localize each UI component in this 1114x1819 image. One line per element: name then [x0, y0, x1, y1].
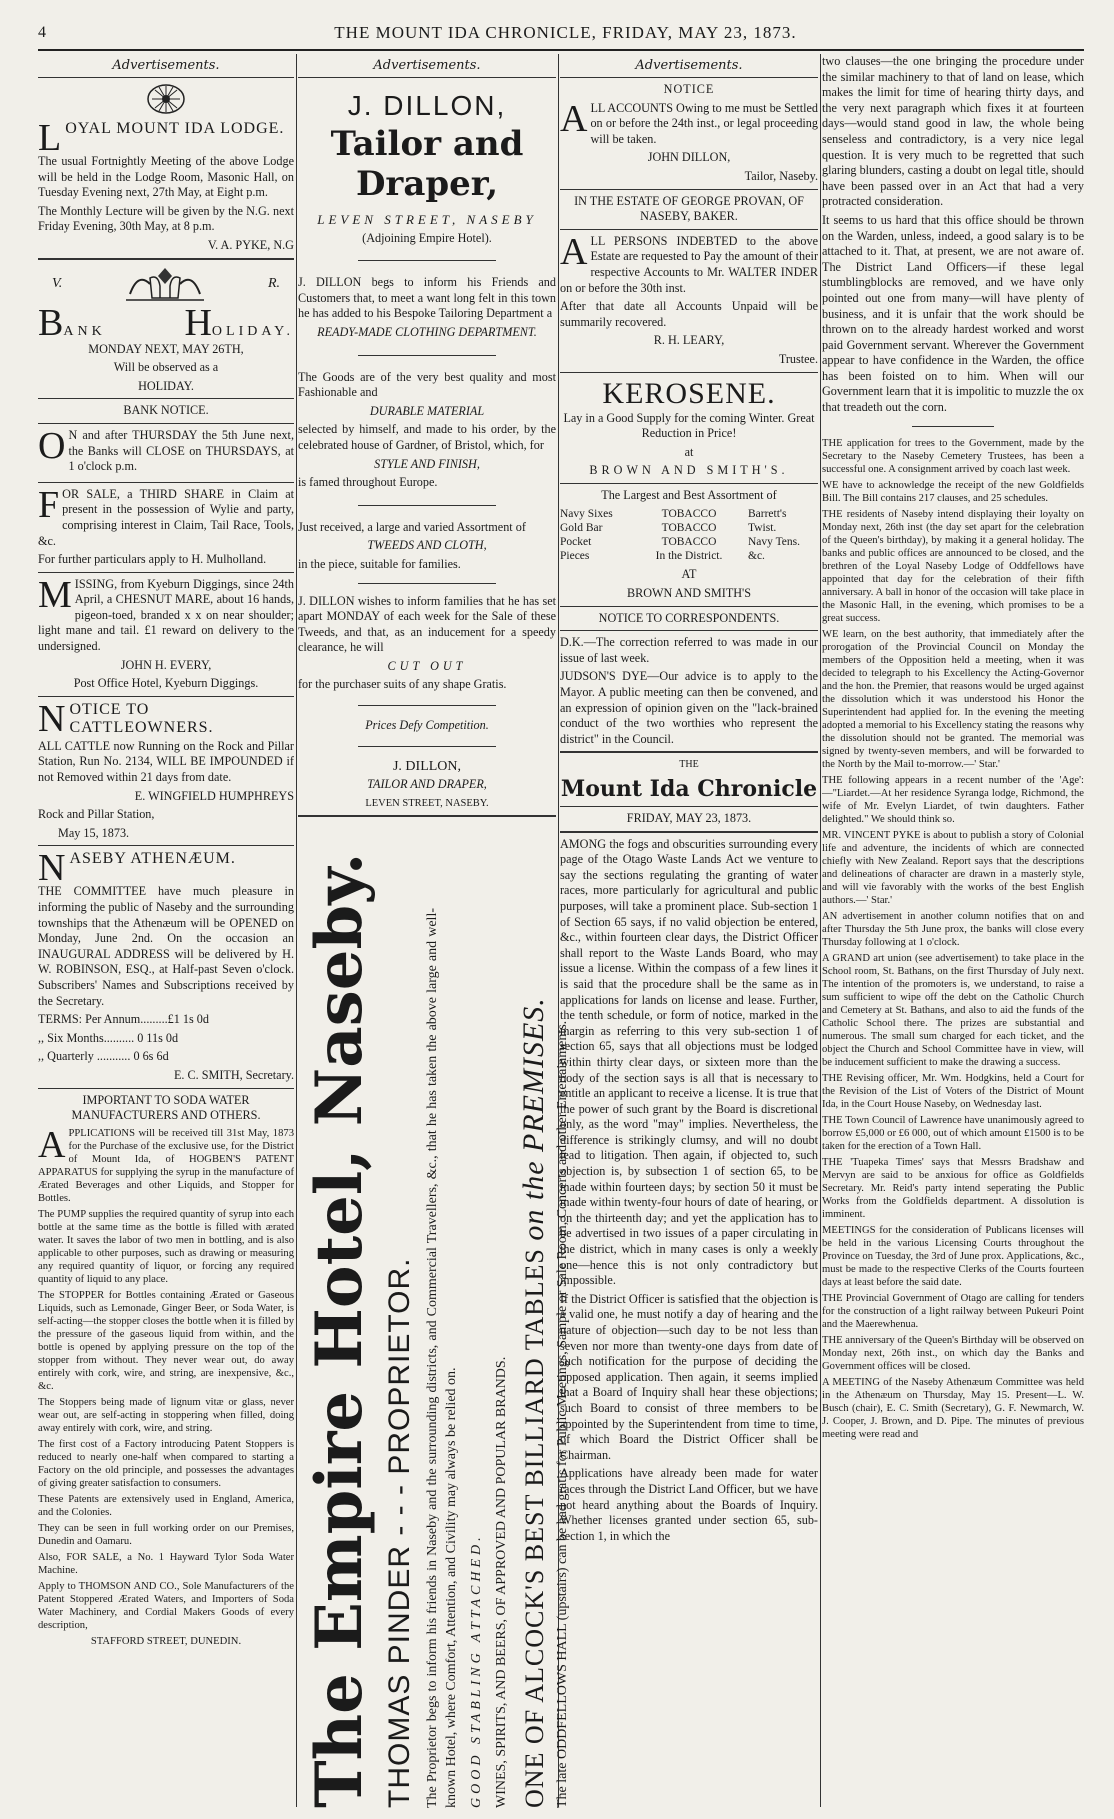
- correspondents-text: JUDSON'S DYE—Our advice is to apply to the Mayor. A public meeting can then be convened, and an expression of opinion given on the "lack-brained conduct of the two worthies who represent the district" in the Council.: [560, 669, 818, 746]
- news-item: THE Provincial Government of Otago are calling for tenders for the construction of a light railway between Pukeuri Point and the Maerewhenua.: [822, 1292, 1084, 1330]
- paper-the: THE: [679, 759, 699, 771]
- unpaid-text: After that date all Accounts Unpaid will be summarily recovered.: [560, 299, 818, 329]
- empire-proprietor: THOMAS PINDER - - - PROPRIETOR.: [383, 1257, 416, 1808]
- empire-hotel-ad: [298, 852, 570, 1814]
- dillon-text: Just received, a large and varied Assortment of: [298, 519, 526, 534]
- news-item: MEETINGS for the consideration of Publicans licenses will be held in the various Licensing Courts throughout the Province on Tuesday, the 3rd of June prox. Applications, &c., must be made to the respective Clerks of the Courts fourteen days at least before the said date.: [822, 1224, 1084, 1288]
- divider: [38, 77, 294, 78]
- accounts-text: ALL ACCOUNTS Owing to me must be Settled on or before the 24th inst., or legal proceeding will be taken.: [560, 97, 818, 146]
- cattle-date: May 15, 1873.: [58, 825, 130, 840]
- tobacco-intro: The Largest and Best Assortment of: [601, 487, 777, 502]
- holiday-observed: Will be observed as a: [113, 360, 219, 375]
- divider: [38, 398, 294, 399]
- news-item: A MEETING of the Naseby Athenæum Committee was held in the Athenæum on Thursday, May 15. Present—L. W. Busch (chair), E. C. Smith (Secretary), G. F. Newmarch, W. J. Cooper, J. Brown, and D. Pipe. The minutes of previous meeting were read and: [822, 1376, 1084, 1440]
- dillon-cutout: CUT OUT: [387, 658, 467, 673]
- column-1: [38, 54, 294, 1807]
- column-rule: [820, 54, 821, 1807]
- divider: [38, 696, 294, 697]
- royal-arms-icon: [120, 264, 210, 304]
- leader-text: Applications have already been made for water races through the District Land Officer, but we have not heard anything about the Boards of Inquiry. Whether licenses granted under section 65, sub-section 1, in which the: [560, 1466, 818, 1543]
- trustee-role: Trustee.: [778, 351, 818, 366]
- section-header: Advertisements.: [635, 58, 743, 73]
- missing-text: MISSING, from Kyeburn Diggings, since 24th April, a CHESNUT MARE, about 16 hands, pigeon-toed, branded x x on near shoulder; light mane and tail. £1 reward on delivery to the undersigned.: [38, 573, 294, 654]
- lodge-text: The Monthly Lecture will be given by the N.G. next Friday Evening, 30th May, at 8 p.m.: [38, 203, 294, 234]
- dillon-tweeds: TWEEDS AND CLOTH,: [367, 538, 487, 553]
- dillon-style: STYLE AND FINISH,: [374, 456, 480, 471]
- column-4: [822, 54, 1084, 1807]
- missing-signature: JOHN H. EVERY,: [120, 657, 212, 672]
- dillon-text: J. DILLON begs to inform his Friends and Customers that, to meet a want long felt in this town he has added to his Bespoke Tailoring Department a: [298, 275, 556, 321]
- athenaeum-signature: E. C. SMITH, Secretary.: [173, 1067, 294, 1082]
- news-item: AN advertisement in another column notifies that on and after Thursday the 5th June prox, the banks will close every Thursday following at 1 o'clock.: [822, 910, 1084, 948]
- empire-billiard: ONE OF ALCOCK'S BEST BILLIARD TABLES on the PREMISES.: [517, 997, 550, 1808]
- cattle-title: N OTICE TO CATTLEOWNERS.: [38, 697, 214, 740]
- divider: [560, 630, 818, 631]
- correspondents-text: D.K.—The correction referred to was made in our issue of last week.: [560, 635, 818, 665]
- divider: [358, 355, 496, 356]
- divider: [560, 606, 818, 607]
- bank-notice-title: BANK NOTICE.: [123, 403, 209, 418]
- divider: [560, 831, 818, 833]
- dillon-text: for the purchaser suits of any shape Gratis.: [298, 677, 507, 692]
- athenaeum-terms: ,, Six Months.......... 0 11s 0d: [38, 1030, 179, 1045]
- divider: [298, 815, 556, 817]
- empire-stabling: GOOD STABLING ATTACHED.: [469, 1533, 484, 1808]
- tobacco-at: AT: [681, 567, 697, 582]
- divider: [912, 426, 994, 427]
- dillon-prices: Prices Defy Competition.: [365, 718, 489, 733]
- correspondents-title: NOTICE TO CORRESPONDENTS.: [598, 610, 780, 625]
- divider: [38, 1088, 294, 1089]
- for-sale-further: For further particulars apply to H. Mulholland.: [38, 552, 267, 567]
- divider: [560, 806, 818, 807]
- lodge-signature: V. A. PYKE, N.G: [207, 237, 294, 252]
- divider: [38, 845, 294, 846]
- bank-notice-text: O N and after THURSDAY the 5th June next, the Banks will CLOSE on THURSDAYS, at 1 o'clock p.m.: [38, 424, 294, 474]
- divider: [358, 505, 496, 506]
- masthead-rule: [38, 49, 1084, 51]
- athenaeum-terms: TERMS: Per Annum.........£1 1s 0d: [38, 1012, 209, 1027]
- divider: [358, 260, 496, 261]
- lodge-emblem-icon: [136, 82, 196, 116]
- empire-wines: WINES, SPIRITS, AND BEERS, OF APPROVED AND POPULAR BRANDS.: [494, 1356, 509, 1808]
- for-sale-text: FOR SALE, a THIRD SHARE in Claim at present in the possession of Wylie and party, comprising interest in Claim, Tail Race, Tools, &c.: [38, 483, 294, 548]
- divider: [38, 258, 294, 260]
- divider: [38, 572, 294, 573]
- lodge-title: L OYAL MOUNT IDA LODGE.: [38, 117, 285, 159]
- dillon-rmc: READY-MADE CLOTHING DEPARTMENT.: [317, 324, 537, 339]
- leader-text: two clauses—the one bringing the procedure under the similar machinery to that of land on lease, which makes the limit for time of hearing thirty days, and the very next paragraph which fixes it at fourteen days—would stand good in law, the whole being senseless and contradictory, is a very nice legal question. It is very much to be regretted that such glaring blunders, casting a doubt on legal title, should have been passed over in an Act that had a very protracted consideration.: [822, 54, 1084, 209]
- column-2: [298, 54, 570, 1808]
- column-rule: [296, 54, 297, 1807]
- divider: [560, 372, 818, 373]
- section-header: Advertisements.: [373, 58, 481, 73]
- dillon-text: is famed throughout Europe.: [298, 475, 438, 490]
- news-item: THE 'Tuapeka Times' says that Messrs Bradshaw and Mervyn are said to be anxious for office as Goldfields Secretary. Mr. Reid's party intend seperating the Public Works from the Goldfields department. A dissolution is imminent.: [822, 1156, 1084, 1220]
- kerosene-title: KEROSENE.: [602, 376, 776, 410]
- empire-oddfellows: The late ODDFELLOWS HALL (upstairs) can be had gratis for Public Meetings, Sample or Sale Room, Concerts and other Entertainments.: [555, 1020, 570, 1808]
- dillon-text: J. DILLON wishes to inform families that he has set apart MONDAY of each week for the Sale of these Tweeds, and that, as an inducement for a speedy clearance, he will: [298, 593, 556, 655]
- holiday-date: MONDAY NEXT, MAY 26TH,: [88, 341, 244, 356]
- dillon-name: J. DILLON,: [347, 90, 507, 121]
- soda-ad: APPLICATIONS will be received till 31st May, 1873 for the Purchase of the exclusive use, for the District of Mount Ida, of HOGBEN'S PATENT APPARATUS for supplying the syrup in the manufacture of Ærated Beverages and other Liquids, and Stopper for Bottles. The PUMP supplies the required quantity of syrup into each bottle at the same time as the bottle is filled with ærated water. It saves the labor of two men in bottling, and is also applicable to other purposes, such as drawing or measuring any required quantity of liquor, or forcing any required quantity of liquid to any place. The STOPPER for Bottles containing Ærated or Gaseous Liquids, such as Lemonade, Ginger Beer, or Soda Water, is self-acting—the stopper closes the bottle when it is filled by the pressure of the gaseous liquid from within, and the bottle is opened by applying pressure on the top of the stopper from without. They never wear out, do away entirely with cork, wire, and string, are inexpensive, &c., &c. The Stoppers being made of lignum vitæ or glass, never wear out, are self-acting in stoppering when filled, doing away entirely with cork, wire, and string. The first cost of a Factory introducing Patent Stoppers is reduced to nearly one-half when compared to starting a Factory on the old principle, and possesses the advantages of giving greater satisfaction to consumers. These Patents are extensively used in England, America, and the Colonies. They can be seen in full working order on our Premises, Dunedin and Oamaru. Also, FOR SALE, a No. 1 Hayward Tylor Soda Water Machine. Apply to THOMSON AND CO., Sole Manufacturers of the Patent Stoppered Ærated Waters, and Importers of Soda Water Machinery, and Cordial Makers Goods of every description, STAFFORD STREET, DUNEDIN.: [38, 1123, 294, 1647]
- dillon-street: LEVEN STREET, NASEBY: [317, 212, 537, 227]
- news-item: THE following appears in a recent number of the 'Age':—"Liardet.—At her residence Syranga lodge, Richmond, the wife of Mr. Evelyn Liardet, of twin daughters. Father delighted." We should think so.: [822, 774, 1084, 825]
- dillon-durable: DURABLE MATERIAL: [369, 403, 485, 418]
- column-3: [560, 54, 818, 1807]
- news-item: WE learn, on the best authority, that immediately after the prorogation of the Provincial Council on Monday the members of the Opposition held a meeting, when it was decided to telegraph to his Excellency the Acting-Governor and the hon. the Premier, that reasons would be urged against the dissolution which it was understood his Honor the Superintendent had applied for. In the evening the meeting adopted a memorial to his Excellency stating the reasons why the dissolution should not be granted. The memorial was signed by twenty-seven members, and will be forwarded to the North by the Mail to-morrow.—' Star.': [822, 628, 1084, 770]
- leader-text: If the District Officer is satisfied that the objection is a valid one, he must notify a day of hearing and the nature of objection—such day to be not less than seven nor more than twenty-one days from date of such notification for the purpose of deciding the opposed application. Then again, it seems implied that a Board of Inquiry shall hear these objections; such Board to consist of three members to be appointed by the Superintendent from time to time, of which Board the District Officer shall be Chairman.: [560, 1291, 818, 1462]
- dillon-trade-2: TAILOR AND DRAPER,: [367, 777, 487, 792]
- athenaeum-terms: ,, Quarterly ........... 0 6s 6d: [38, 1049, 169, 1064]
- notice-title: NOTICE: [663, 82, 715, 96]
- royal-arms-row: V. R.: [38, 264, 294, 304]
- news-item: A GRAND art union (see advertisement) to take place in the School room, St. Bathans, on the first Thursday of July next. The intention of the promoters is, we understand, to raise a sum sufficient to wipe off the debt on the Catholic Church and Cemetery at St. Bathans, and also to aid the funds of the Catholic School there. The prizes are substantial and numerous. The small sum charged for each ticket, and the object the Church and School Committee have in view, will be inducement sufficient to make the drawing a success.: [822, 952, 1084, 1068]
- leary-signature: R. H. LEARY,: [653, 333, 725, 348]
- cattle-place: Rock and Pillar Station,: [38, 807, 155, 822]
- kerosene-at: at: [684, 444, 694, 459]
- cattle-signature: E. WINGFIELD HUMPHREYS: [134, 788, 294, 803]
- kerosene-text: Lay in a Good Supply for the coming Winter. Great Reduction in Price!: [563, 410, 815, 441]
- leader-text: It seems to us hard that this office should be thrown on the Warden, unless, indeed, a good salary is to be attached to it. That, at present, we are not aware of. The District Land Officers—if these legal stumblingblocks are removed, and we have only pointed out one from many—will have plenty of business, and it is unfair that the work should be thrown on to the already hardest worked and worst paid Government servant. Wherever the Government appear to have confidence in the Warden, the office has been foisted on to him. When will our Government learn that it is impolitic to muzzle the ox that treadeth out the corn.: [822, 212, 1084, 415]
- masthead-title: THE MOUNT IDA CHRONICLE, FRIDAY, MAY 23, 1873.: [334, 23, 797, 42]
- estate-title: IN THE ESTATE OF GEORGE PROVAN, OF NASEBY, BAKER.: [574, 193, 804, 224]
- paper-title: Mount Ida Chronicle: [560, 776, 818, 802]
- brown-smith-2: BROWN AND SMITH'S: [626, 586, 752, 601]
- bank-holiday-title: BANK HOLIDAY.: [38, 301, 294, 344]
- page-number: 4: [38, 24, 47, 41]
- news-item: WE have to acknowledge the receipt of the new Goldfields Bill. The Bill contains 217 clauses, and 25 schedules.: [822, 479, 1084, 504]
- divider: [560, 189, 818, 190]
- athenaeum-title: N ASEBY ATHENÆUM.: [38, 847, 236, 890]
- news-item: THE Town Council of Lawrence have unanimously agreed to borrow £5,000 or £6 000, out of which amount £1500 is to be taken for the erection of a Town Hall.: [822, 1114, 1084, 1152]
- dillon-adjoining: (Adjoining Empire Hotel).: [362, 230, 492, 245]
- divider: [358, 746, 496, 747]
- divider: [298, 77, 556, 78]
- news-item: THE Revising officer, Mr. Wm. Hodgkins, held a Court for the Revision of the List of Voters of the District of Mount Ida, in the Court House Naseby, on Wednesday last.: [822, 1072, 1084, 1110]
- tobacco-list: Navy Sixes Gold Bar Pocket Pieces TOBACCO TOBACCO TOBACCO In the District. Barrett's Twist. Navy Tens. &c.: [560, 508, 801, 563]
- dillon-trade: Tailor and Draper,: [330, 124, 524, 204]
- divider: [560, 77, 818, 78]
- news-item: THE application for trees to the Government, made by the Secretary to the Naseby Cemetery Trustees, has been a successful one. A consignment arrived by coach last week.: [822, 437, 1084, 475]
- divider: [358, 705, 496, 706]
- divider: [560, 229, 818, 230]
- accounts-role: Tailor, Naseby.: [744, 168, 818, 183]
- divider: [38, 423, 294, 424]
- lodge-text: The usual Fortnightly Meeting of the above Lodge will be held in the Lodge Room, Masonic Hall, on Tuesday Evening next, 27th May, at Eight p.m.: [38, 154, 294, 200]
- news-item: THE residents of Naseby intend displaying their loyalty on Monday next, 26th inst (the day set apart for the celebration of the Queen's birthday), by making it a general holiday. The banks and public offices are announced to be closed, and the brethren of the Loyal Naseby Lodge of Oddfellows have appointed that day for the celebration of their fifth anniversary. A ball in honor of the occasion will take place in the Masonic Hall, in the evening, which promises to be a great success.: [822, 508, 1084, 624]
- divider: [38, 482, 294, 483]
- brown-smith: BROWN AND SMITH'S.: [589, 463, 789, 478]
- news-item: THE anniversary of the Queen's Birthday will be observed on Monday next, 26th inst., on which day the Banks and Government offices will be closed.: [822, 1334, 1084, 1372]
- soda-title: IMPORTANT TO SODA WATER MANUFACTURERS AND OTHERS.: [71, 1092, 261, 1123]
- divider: [358, 583, 496, 584]
- missing-place: Post Office Hotel, Kyeburn Diggings.: [73, 676, 259, 691]
- accounts-signature: JOHN DILLON,: [647, 150, 731, 165]
- dillon-street-2: LEVEN STREET, NASEBY.: [365, 797, 489, 809]
- indebted-text: ALL PERSONS INDEBTED to the above Estate are requested to Pay the amount of their respective Accounts to Mr. WALTER INDER on or before the 30th inst.: [560, 230, 818, 295]
- holiday-word: HOLIDAY.: [138, 378, 194, 393]
- divider: [560, 751, 818, 753]
- dillon-text: selected by himself, and made to his order, by the celebrated house of Gardner, of Bristol, which, for: [298, 422, 556, 452]
- dillon-text: in the piece, suitable for families.: [298, 556, 461, 571]
- paper-date: FRIDAY, MAY 23, 1873.: [626, 811, 752, 825]
- masthead: [38, 20, 1084, 46]
- dillon-text: The Goods are of the very best quality and most Fashionable and: [298, 369, 556, 400]
- section-header: Advertisements.: [112, 58, 220, 73]
- dillon-name-2: J. DILLON,: [392, 758, 462, 774]
- empire-body: The Proprietor begs to inform his friends in Naseby and the surrounding districts, and Commercial Travellers, &c., that he has taken the above large and well-known Hotel, where Comfort, Attention, and Civility may always be relied on.: [425, 908, 459, 1808]
- news-item: MR. VINCENT PYKE is about to publish a story of Colonial life and adventure, the incidents of which are connected chiefly with New Zealand. Report says that the descriptions and delineations of character are drawn in a masterly style, and will vie favorably with the works of the best English authors.—' Star.': [822, 829, 1084, 906]
- leader-text: AMONG the fogs and obscurities surrounding every page of the Otago Waste Lands Act we venture to say the sections regulating the granting of water races, more particularly for agricultural and public purposes, will take a prominent place. Sub-section 1 of Section 65 says, if no valid objection be entered, &c., within fourteen clear days, the District Officer shall report to the Waste Lands Board, who may issue a license. Within the compass of a few lines it is said that the procedure shall be the same as in applications for lands on license and lease. Further, the tenth schedule, or form of notice, marked in the margin as referring to this very sub-section 1 of section 65, says that all objections must be lodged within thirty clear days, or sixteen more than the body of the section says is all that is necessary to entitle an applicant to receive a license. It is true that the power of such grant by the Board is discretional only, as the word "may" implies. Nevertheless, the difference is strikingly clumsy, and will no doubt lead to litigation. Then again, if objected to, such objection is, by subsection 1 of section 65, to be made within fourteen days; by section 50 it must be made within twenty-four hours of date of hearing, or on the thirteenth day; and yet the application has to be advertised in two issues of a paper circulating in the district, which in many cases is only a weekly one—hence this is not only contradictory but impossible.: [560, 836, 818, 1288]
- athenaeum-text: THE COMMITTEE have much pleasure in informing the public of Naseby and the surrounding townships that the Athenæum will be OPENED on Monday, June 2nd. On the occasion an INAUGURAL ADDRESS will be delivered by H. W. ROBINSON, ESQ., at Half-past Seven o'clock. Subscribers' Names and Subscriptions received by the Secretary.: [38, 884, 294, 1008]
- cattle-text: ALL CATTLE now Running on the Rock and Pillar Station, Run No. 2134, WILL BE IMPOUNDED if not Removed within 21 days from date.: [38, 738, 294, 785]
- news-items: [822, 437, 1084, 1441]
- empire-title: The Empire Hotel, Naseby.: [302, 852, 377, 1808]
- divider: [560, 483, 818, 484]
